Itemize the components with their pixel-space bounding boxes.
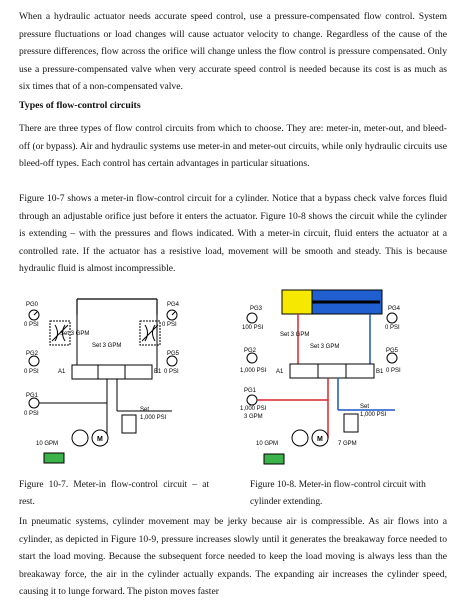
label-pg4-val-8: 0 PSI: [385, 325, 400, 331]
label-pump-flow: 10 GPM: [36, 441, 59, 447]
section-heading: Types of flow-control circuits: [19, 100, 141, 111]
label-pg0: PG0: [26, 302, 39, 308]
label-set-relief-8: Set: [360, 404, 370, 410]
tank-icon-8: [264, 454, 284, 464]
label-set1: Set 3 GPM: [60, 331, 90, 337]
label-pg2-val-8: 1,000 PSI: [240, 368, 267, 374]
label-pg3-val: 100 PSI: [242, 325, 264, 331]
paragraph-pressure-compensated: When a hydraulic actuator needs accurate speed control, use a pressure-compensated flow control. System pressure fluctuations or load changes will cause actuator velocity to change. Regardless of the cause of the pressure differences, flow across the orifice will change unless the flow control is pressure compensated. Only use a pressure-compensated valve when very accurate speed control is needed because its cost is as much as six times that of a non-compensated valve.: [19, 11, 447, 93]
label-pg4-val: 0 PSI: [162, 322, 177, 328]
label-pg5: PG5: [167, 351, 180, 357]
figure-10-8-diagram: [240, 288, 445, 473]
label-set2: Set 3 GPM: [92, 343, 122, 349]
paragraph-meter-in: Figure 10-7 shows a meter-in flow-control circuit for a cylinder. Notice that a bypass check valve forces fluid through an adjustable orifice just before it enters the actuator. Figure 10-8 shows the circuit while the cylinder is extending – with the pressures and flows indicated. With a meter-in circuit, fluid enters the actuator at a controlled rate. If the actuator has a resistive load, movement will be smooth and steady. This is because hydraulic fluid is almost incompressible.: [19, 193, 447, 275]
pump-icon-8: [292, 430, 308, 446]
label-pg1: PG1: [26, 393, 39, 399]
caption-figure-10-8: Figure 10-8. Meter-in flow-control circuit with cylinder extending.: [250, 480, 426, 507]
svg-text:M: M: [317, 436, 323, 443]
label-set1-8: Set 3 GPM: [280, 332, 310, 338]
label-pump-flow-8: 10 GPM: [256, 441, 279, 447]
label-pg0-val: 0 PSI: [24, 322, 39, 328]
paragraph-circuit-types: There are three types of flow control circuits from which to choose. They are: meter-in, meter-out, and bleed-off (or bypass). Air and hydraulic systems use meter-in and meter-out circuits, while only hydraulic circuits use bleed-off types. Each control has certain advantages in particular situations.: [19, 123, 447, 170]
label-a1-8: A1: [276, 369, 284, 375]
cylinder-rod-side: [282, 290, 312, 314]
caption-figure-10-7: Figure 10-7. Meter-in flow-control circuit – at rest.: [19, 480, 209, 507]
label-pg4: PG4: [167, 302, 180, 308]
figure-10-7-diagram: [22, 293, 222, 473]
paragraph-pneumatic: In pneumatic systems, cylinder movement may be jerky because air is compressible. As air flows into a cylinder, as depicted in Figure 10-9, pressure increases slowly until it generates the breakaway force needed to start the load moving. Because the subsequent force needed to keep the load moving is always less than the breakaway force, the air in the cylinder actually expands. The expanding air increases the cylinder speed, causing it to lunge forward. The piston moves faster: [19, 516, 447, 598]
label-pg3: PG3: [250, 306, 263, 312]
label-pg2: PG2: [26, 351, 39, 357]
svg-text:M: M: [97, 436, 103, 443]
label-pg2-8: PG2: [244, 348, 257, 354]
directional-valve: [72, 365, 152, 379]
pump-icon: [72, 430, 88, 446]
label-set-relief: Set: [140, 407, 150, 413]
label-set-relief-val-8: 1,000 PSI: [360, 412, 387, 418]
label-pg5-val: 0 PSI: [164, 369, 179, 375]
label-b1-8: B1: [376, 369, 384, 375]
label-pg4-8: PG4: [388, 306, 401, 312]
tank-icon: [44, 453, 64, 463]
label-pg1-val: 0 PSI: [24, 411, 39, 417]
label-pg5-8: PG5: [386, 348, 399, 354]
label-set-relief-val: 1,000 PSI: [140, 415, 167, 421]
directional-valve-8: [290, 364, 374, 378]
label-pg1-8: PG1: [244, 388, 257, 394]
label-pg5-val-8: 0 PSI: [386, 368, 401, 374]
label-pg2-val: 0 PSI: [24, 369, 39, 375]
label-set2-8: Set 3 GPM: [310, 344, 340, 350]
label-flow-mid: 3 GPM: [244, 414, 263, 420]
label-pg1-val-8: 1,000 PSI: [240, 406, 267, 412]
label-b1: B1: [154, 369, 162, 375]
label-relief-flow-8: 7 GPM: [338, 441, 357, 447]
label-a1: A1: [58, 369, 66, 375]
